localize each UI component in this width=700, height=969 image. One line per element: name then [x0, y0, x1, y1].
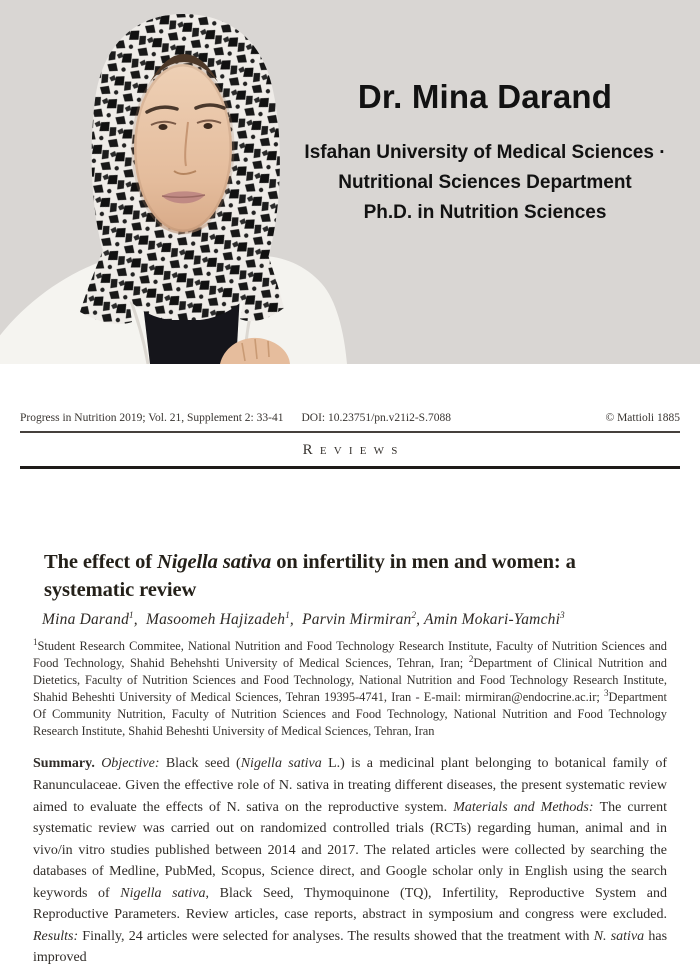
author-name: Masoomeh Hajizadeh	[145, 610, 286, 628]
abstract-paragraph	[33, 753, 667, 968]
profile-text-block	[272, 78, 698, 228]
journal-copyright: © Mattioli 1885	[605, 412, 680, 424]
summary-text: has improved	[33, 928, 668, 966]
results-label: Results:	[33, 928, 83, 944]
title-species-italic: Nigella sativa	[157, 551, 272, 573]
author-sup: 1	[129, 609, 134, 620]
article	[20, 549, 680, 969]
objective-label: Objective:	[101, 756, 166, 772]
affiliation-text: Department of Clinical Nutrition and Dietetics, Faculty of Nutrition Sciences and Food Technology, National Nutrition and Food Technology Research Institute, Shahid Beheshti University of Medical Sciences, Tehran 19395-4741, Iran - E-mail: mirmiran@endocrine.ac.ir;	[33, 655, 667, 705]
species-italic: Nigella sativa	[120, 885, 206, 901]
title-part1: The effect of	[44, 551, 158, 573]
affiliation-sup: 2	[468, 653, 474, 664]
author-name: Parvin Mirmiran	[302, 610, 412, 628]
summary-text: L.) is a medicinal plant belonging to botanical family of Ranunculaceae. Given the effective role of N. sativa in treating different diseases, the present systematic review aimed to evaluate the effects of N. sativa on the reproductive system.	[33, 756, 668, 815]
summary-text: The current systematic review was carried out on randomized controlled trials (RCTs) regarding human, animal and in vivo/in vitro studies published between 2014 and 2017. The related articles were collected by searching the databases of Medline, PubMed, Scopus, Science direct, and Google scholar only in English using the search keywords of	[33, 799, 667, 901]
journal-header	[20, 364, 680, 424]
author-sup: 1	[285, 609, 290, 620]
journal-citation: Progress in Nutrition 2019; Vol. 21, Supplement 2: 33-41	[20, 412, 284, 424]
author-sep: ,	[133, 610, 146, 628]
summary-text: Black seed (	[165, 756, 241, 772]
species-italic: N. sativa	[593, 928, 645, 944]
author-list	[42, 611, 667, 629]
profile-affiliation-line2: Nutritional Sciences Department	[338, 172, 632, 193]
profile-affiliation-line1: Isfahan University of Medical Sciences ·	[304, 142, 666, 163]
paper-page	[20, 364, 680, 969]
author-sup: 2	[411, 609, 417, 620]
profile-degree: Ph.D. in Nutrition Sciences	[363, 202, 607, 223]
affiliation-sup: 1	[33, 636, 38, 647]
header-rule-thick	[20, 466, 680, 469]
author-name: Mina Darand	[42, 610, 130, 628]
summary-text: , Black Seed, Thymoquinone (TQ), Infertility, Reproductive System and Reproductive Parameters. Review articles, case reports, abstract in symposium and congress were excluded.	[33, 885, 668, 923]
summary-label: Summary.	[33, 756, 102, 772]
journal-citation-block	[20, 412, 451, 424]
profile-banner	[0, 0, 700, 364]
affiliations	[33, 638, 667, 741]
affiliation-text: Department Of Community Nutrition, Faculty of Nutrition Sciences and Food Technology, National Nutrition and Food Technology Research Institute, Shahid Beheshti University of Medical Sciences, Tehran, Iran	[33, 690, 667, 739]
affiliation-sup: 3	[604, 687, 609, 698]
author-sup: 3	[560, 609, 565, 620]
species-italic: Nigella sativa	[240, 756, 322, 772]
author-sep: ,	[416, 610, 425, 628]
journal-doi: DOI: 10.23751/pn.v21i2-S.7088	[301, 412, 451, 424]
profile-name: Dr. Mina Darand	[357, 78, 613, 115]
article-title	[44, 549, 658, 605]
section-label: Reviews	[302, 442, 405, 458]
author-sep: ,	[289, 610, 303, 628]
author-name: Amin Mokari-Yamchi	[424, 610, 561, 628]
affiliation-text: Student Research Commitee, National Nutrition and Food Technology Research Institute, Faculty of Nutrition Sciences and Food Technology, Shahid Behehshti University of Medical Sciences, Tehran, Iran;	[33, 638, 667, 670]
methods-label: Materials and Methods:	[453, 799, 600, 815]
summary-text: Finally, 24 articles were selected for analyses. The results showed that the treatment with	[82, 928, 594, 944]
title-part2: on infertility in men and women: a systematic review	[44, 551, 576, 601]
